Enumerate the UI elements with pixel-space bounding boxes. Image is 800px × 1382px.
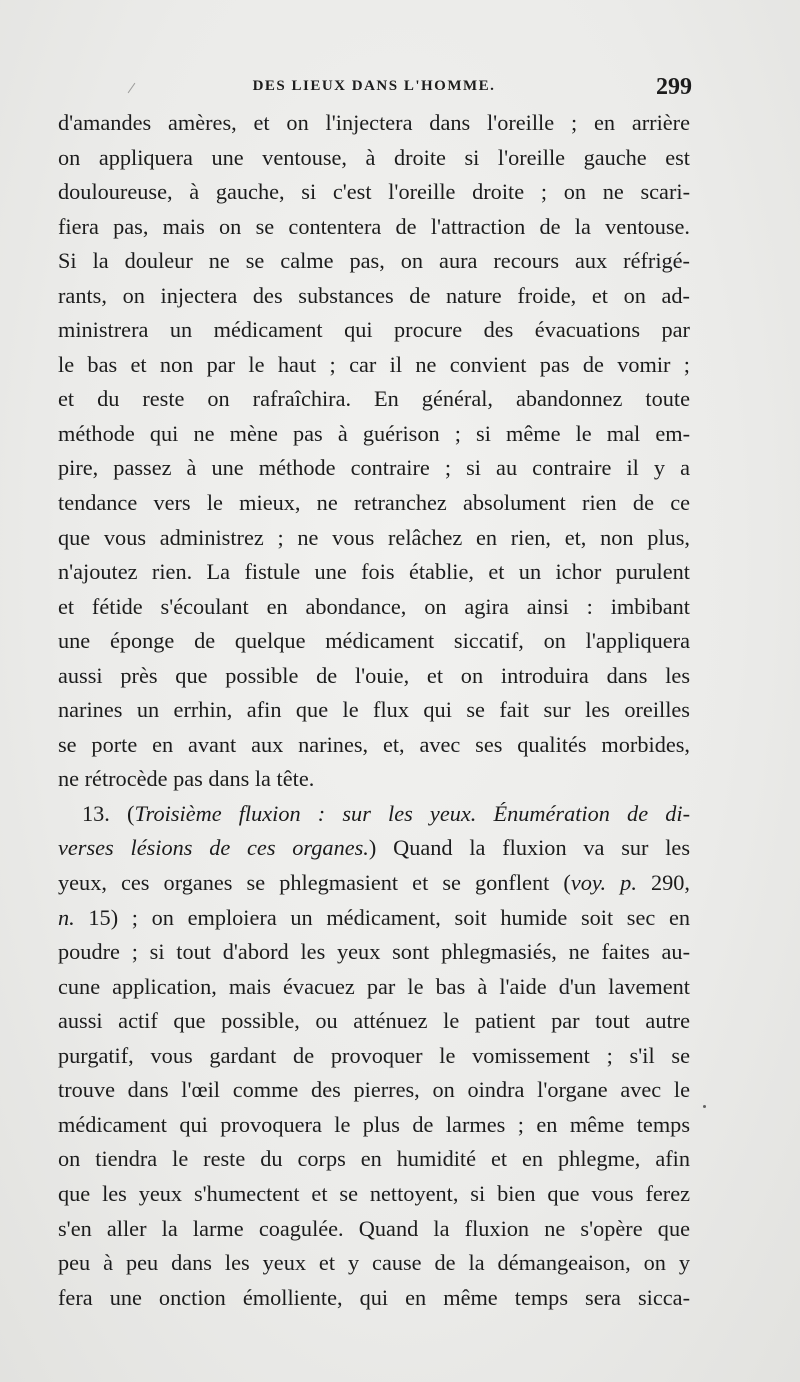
text-line xyxy=(58,901,690,936)
text-line: que vous administrez ; ne vous relâchez en rien, et, non plus, xyxy=(58,524,690,550)
heading-close-paren: ) xyxy=(368,835,377,861)
text-line: que les yeux s'humectent et se nettoyent, si bien que vous ferez xyxy=(58,1180,690,1206)
text-fragment: yeux, ces organes se phlegmasient et se gonflent ( xyxy=(58,870,571,896)
text-line: aussi actif que possible, ou atténuez le patient par tout autre xyxy=(58,1008,690,1034)
section-heading: Troisième fluxion : sur les yeux. Énumération de di- xyxy=(134,800,691,826)
body-text xyxy=(58,106,690,1315)
text-line: Si la douleur ne se calme pas, on aura recours aux réfrigé- xyxy=(58,248,690,274)
page-number: 299 xyxy=(656,74,692,100)
running-head xyxy=(58,74,690,104)
text-line: et du reste on rafraîchira. En général, abandonnez toute xyxy=(58,386,690,412)
text-line: se porte en avant aux narines, et, avec ses qualités morbides, xyxy=(58,731,690,757)
text-line: fera une onction émolliente, qui en même temps sera sicca- xyxy=(58,1284,690,1310)
text-line: s'en aller la larme coagulée. Quand la fluxion ne s'opère que xyxy=(58,1215,690,1241)
text-line: narines un errhin, afin que le flux qui se fait sur les oreilles xyxy=(58,697,690,723)
text-line: n'ajoutez rien. La fistule une fois établie, et un ichor purulent xyxy=(58,559,690,585)
text-fragment: 290, xyxy=(636,870,691,896)
text-line: aussi près que possible de l'ouie, et on introduira dans les xyxy=(58,662,690,688)
text-line: tendance vers le mieux, ne retranchez absolument rien de ce xyxy=(58,490,690,516)
text-line xyxy=(58,831,690,866)
text-line: peu à peu dans les yeux et y cause de la démangeaison, on y xyxy=(58,1250,690,1276)
section-heading-line xyxy=(58,797,690,832)
text-line: médicament qui provoquera le plus de larmes ; en même temps xyxy=(58,1111,690,1137)
cross-reference: voy. p. xyxy=(570,870,637,896)
section-number: 13. xyxy=(82,800,110,826)
text-line: trouve dans l'œil comme des pierres, on oindra l'organe avec le xyxy=(58,1077,690,1103)
text-line: une éponge de quelque médicament siccatif, on l'appliquera xyxy=(58,628,690,654)
text-line xyxy=(58,866,690,901)
cross-reference: n. xyxy=(58,904,75,930)
text-line: méthode qui ne mène pas à guérison ; si même le mal em- xyxy=(58,420,690,446)
print-speck xyxy=(703,1105,706,1108)
heading-open-paren: ( xyxy=(127,800,135,826)
text-line: cune application, mais évacuez par le bas à l'aide d'un lavement xyxy=(58,973,690,999)
text-line: pire, passez à une méthode contraire ; si au contraire il y a xyxy=(58,455,690,481)
text-line: purgatif, vous gardant de provoquer le vomissement ; s'il se xyxy=(58,1042,690,1068)
text-fragment: 15) ; on emploiera un médicament, soit humide soit sec en xyxy=(74,904,690,930)
text-line: rants, on injectera des substances de nature froide, et on ad- xyxy=(58,282,690,308)
text-fragment: Quand la fluxion va sur les xyxy=(376,835,691,861)
running-title: DES LIEUX DANS L'HOMME. xyxy=(252,78,496,94)
text-line: d'amandes amères, et on l'injectera dans l'oreille ; en arrière xyxy=(58,110,690,135)
text-line: ministrera un médicament qui procure des évacuations par xyxy=(58,317,690,343)
text-line: le bas et non par le haut ; car il ne convient pas de vomir ; xyxy=(58,351,690,377)
text-line: ne rétrocède pas dans la tête. xyxy=(58,766,315,792)
text-line: poudre ; si tout d'abord les yeux sont phlegmasiés, ne faites au- xyxy=(58,939,690,965)
text-line: et fétide s'écoulant en abondance, on agira ainsi : imbibant xyxy=(58,593,690,619)
section-heading-continued: verses lésions de ces organes. xyxy=(58,835,369,861)
text-line: on appliquera une ventouse, à droite si l'oreille gauche est xyxy=(58,144,690,170)
text-line: douloureuse, à gauche, si c'est l'oreille droite ; on ne scari- xyxy=(58,179,690,205)
text-line: on tiendra le reste du corps en humidité et en phlegme, afin xyxy=(58,1146,690,1172)
text-line: fiera pas, mais on se contentera de l'attraction de la ventouse. xyxy=(58,213,690,239)
